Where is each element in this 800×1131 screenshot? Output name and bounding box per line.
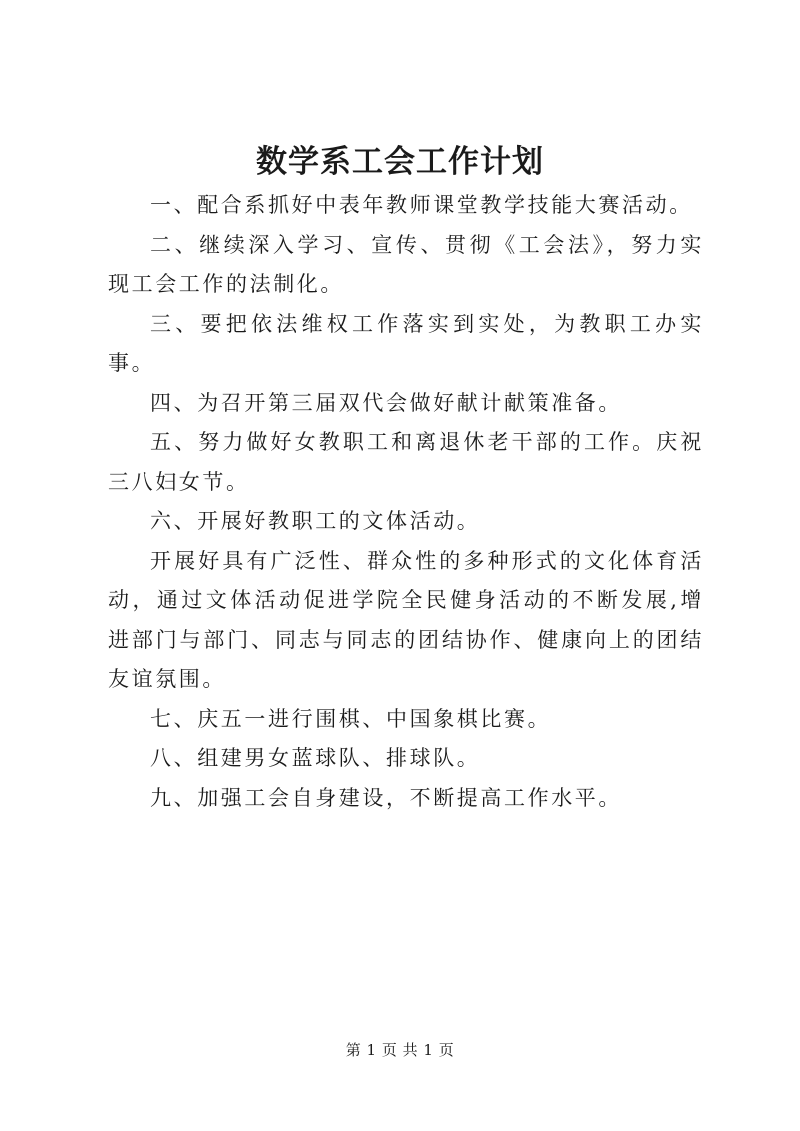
paragraph: 二、继续深入学习、宣传、贯彻《工会法》，努力实现工会工作的法制化。	[108, 232, 704, 296]
paragraph: 五、努力做好女教职工和离退休老干部的工作。庆祝三八妇女节。	[108, 430, 704, 494]
paragraph: 三、要把依法维权工作落实到实处，为教职工办实事。	[108, 311, 704, 375]
document-title: 数学系工会工作计划	[256, 144, 544, 180]
paragraph: 四、为召开第三届双代会做好献计献策准备。	[150, 390, 622, 415]
paragraph: 七、庆五一进行围棋、中国象棋比赛。	[150, 706, 552, 731]
paragraph: 一、配合系抓好中表年教师课堂教学技能大赛活动。	[150, 193, 693, 217]
paragraph: 九、加强工会自身建设，不断提高工作水平。	[150, 785, 622, 810]
paragraph: 八、组建男女蓝球队、排球队。	[150, 746, 481, 770]
page-footer: 第 1 页 共 1 页	[345, 1041, 455, 1059]
paragraph: 六、开展好教职工的文体活动。	[150, 509, 481, 533]
document-body	[108, 186, 704, 818]
paragraph: 开展好具有广泛性、群众性的多种形式的文化体育活动，通过文体活动促进学院全民健身活动的不断发展,增进部门与部门、同志与同志的团结协作、健康向上的团结友谊氛围。	[108, 548, 704, 691]
